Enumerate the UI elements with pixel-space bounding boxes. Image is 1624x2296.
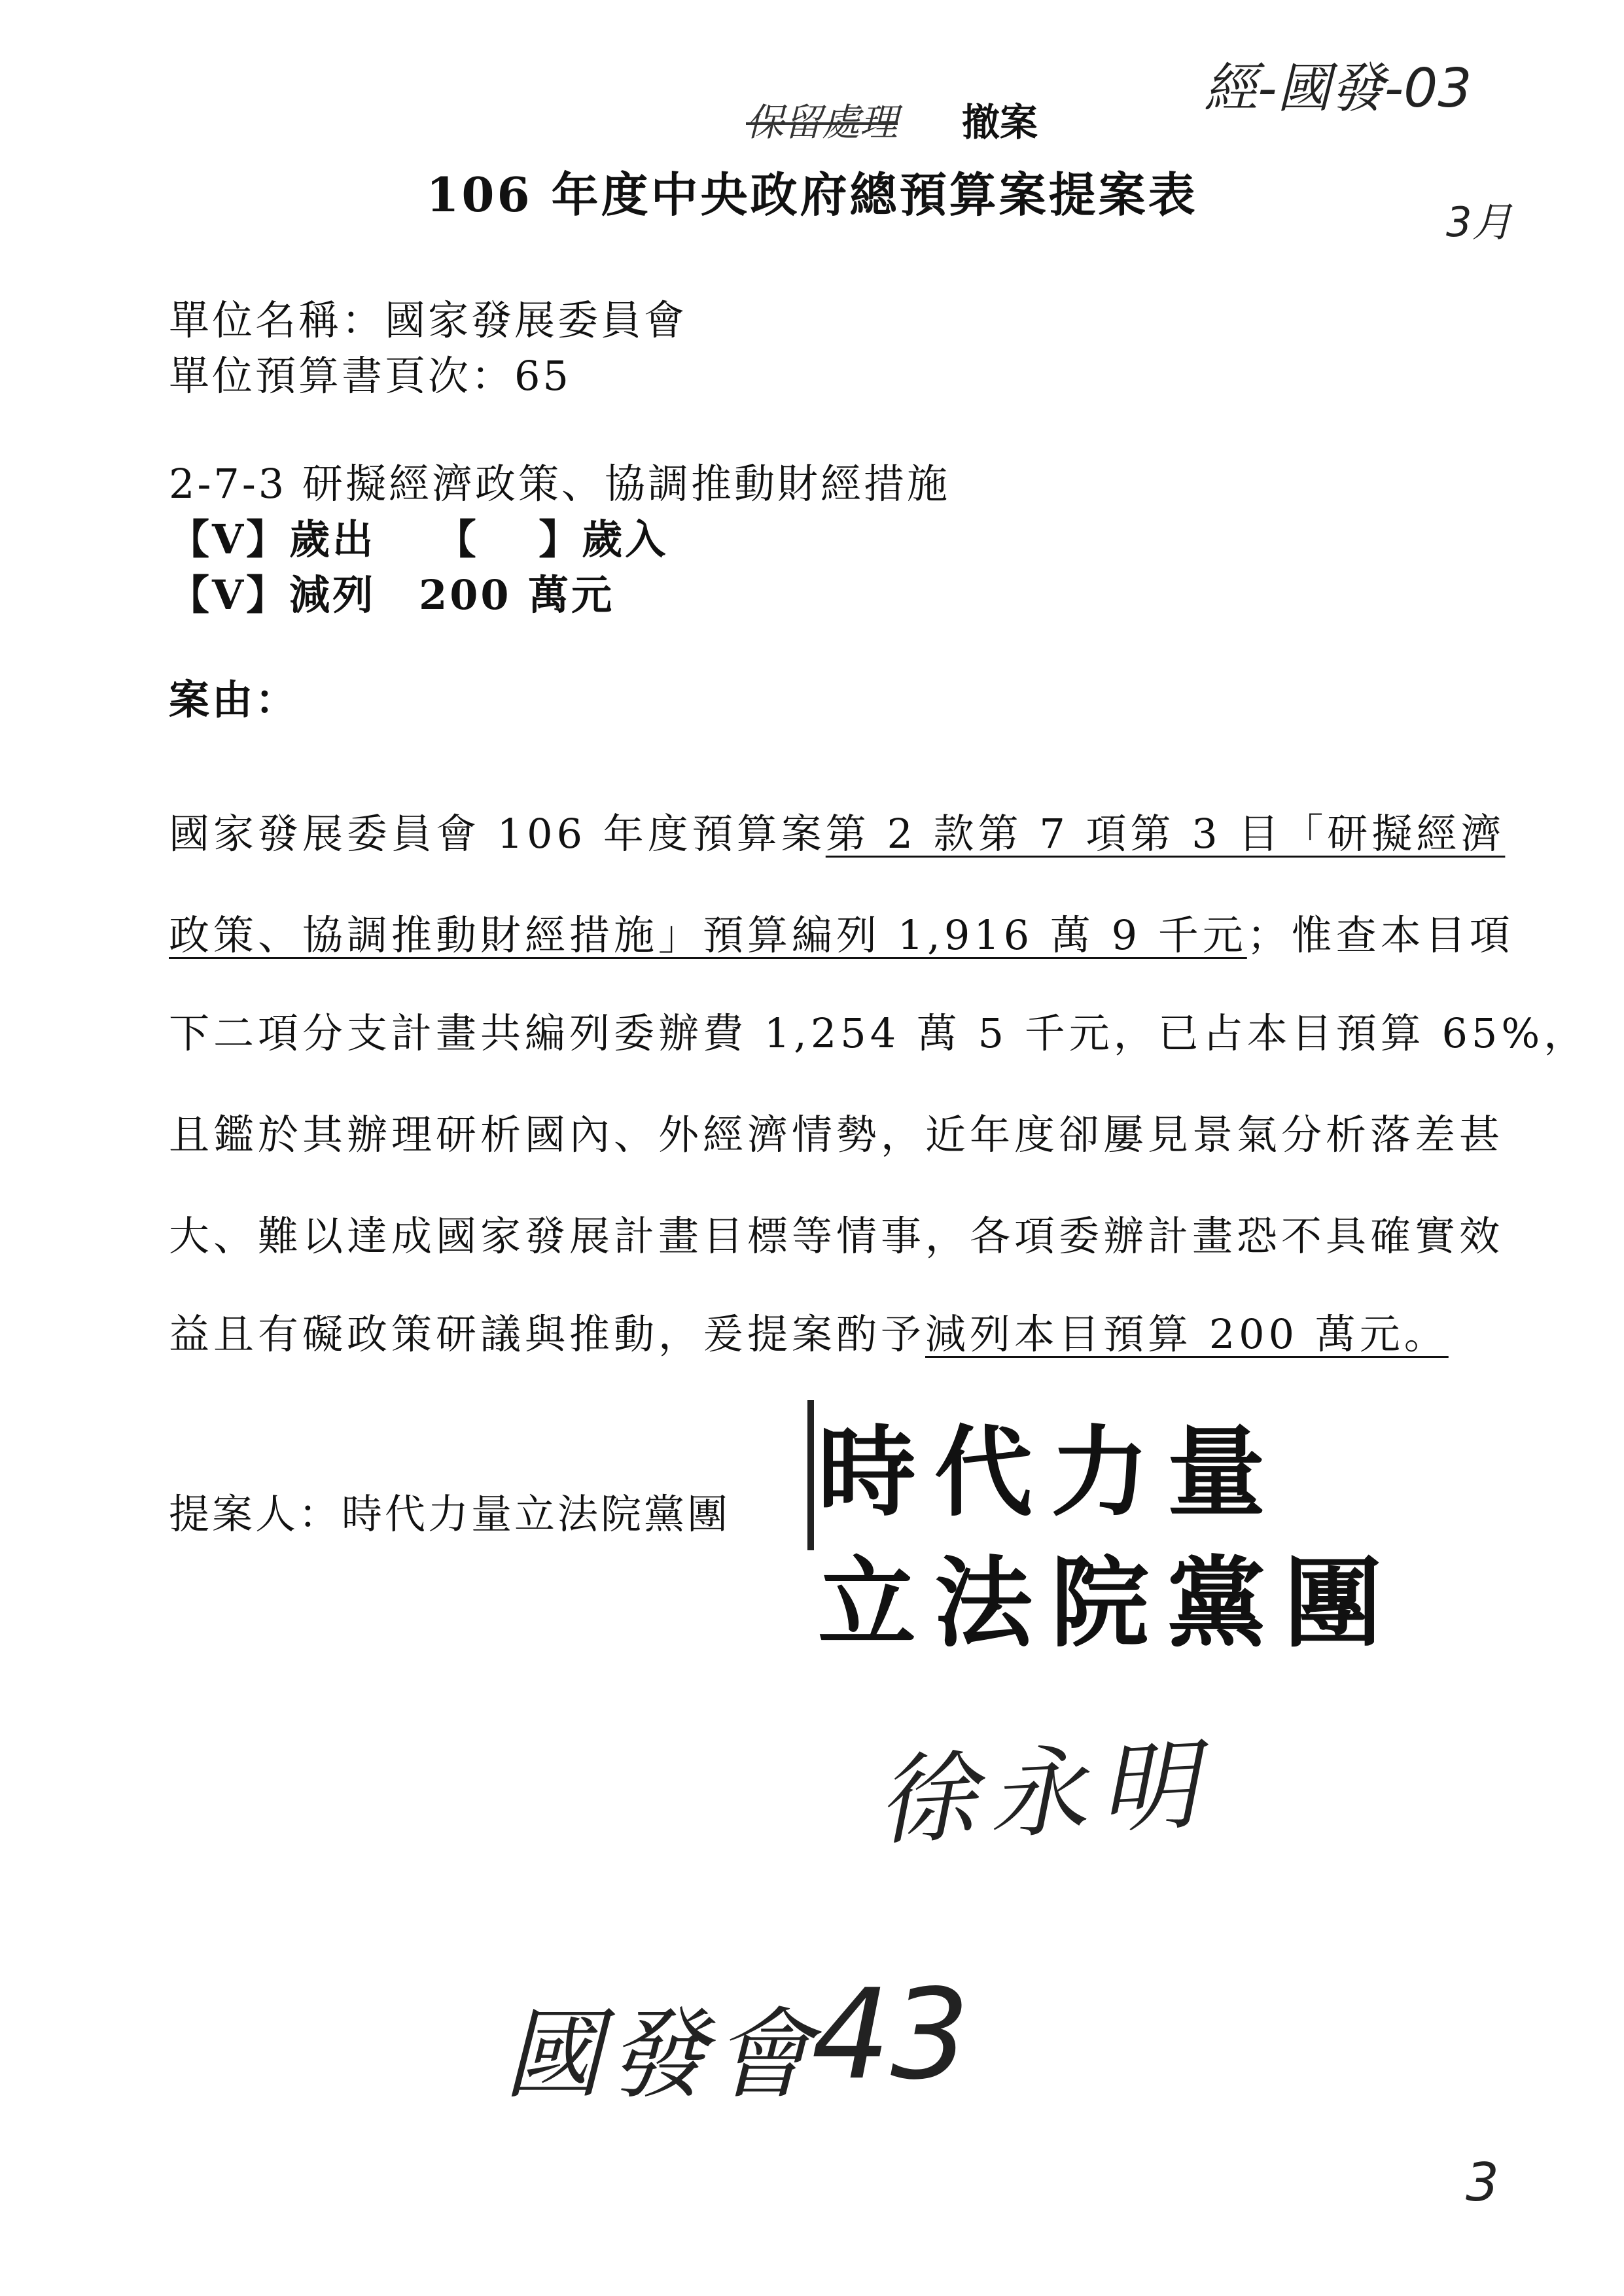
status-text: 撤案 — [962, 100, 1038, 145]
expenditure-selector: 【V】歲出 【 】歲入 — [169, 515, 669, 563]
body-line-2b: ；惟查本目項 — [1246, 911, 1514, 959]
unit-name: 單位名稱：國家發展委員會 — [169, 296, 688, 344]
body-line-6a: 益且有礙政策研議與推動，爰提案酌予 — [169, 1310, 926, 1358]
reason-label: 案由： — [169, 676, 299, 723]
body-line-1 — [169, 801, 1505, 860]
struck-text: 保留處理 — [746, 100, 898, 145]
unit-page: 單位預算書頁次：65 — [169, 352, 571, 400]
item-code: 2-7-3 研擬經濟政策、協調推動財經措施 — [169, 460, 950, 508]
footer-handwritten-label: 國發會 — [504, 1998, 819, 2112]
footer-handwritten-number: 43 — [811, 1962, 970, 2107]
handwritten-month: 3月 — [1446, 198, 1513, 246]
body-line-2 — [169, 903, 1514, 961]
party-stamp — [805, 1393, 1401, 1661]
body-line-6 — [169, 1302, 1449, 1360]
stamp-line-2: 立法院黨團 — [818, 1547, 1401, 1661]
page-number: 3 — [1466, 2152, 1499, 2213]
body-line-6b: 減列本目預算 200 萬元。 — [925, 1310, 1449, 1358]
struck-header-text — [746, 92, 898, 147]
body-line-5: 大、難以達成國家發展計畫目標等情事，各項委辦計畫恐不具確實效 — [169, 1212, 1504, 1260]
signature: 徐永明 — [874, 1728, 1214, 1860]
form-title: 106 年度中央政府總預算案提案表 — [426, 167, 1198, 222]
reduction-amount: 【V】減列 200 萬元 — [169, 571, 615, 619]
body-line-2a: 政策、協調推動財經措施」預算編列 1,916 萬 9 千元 — [169, 911, 1247, 959]
proposer: 提案人：時代力量立法院黨團 — [169, 1490, 731, 1538]
handwritten-ref: 經-國發-03 — [1204, 58, 1472, 120]
stamp-line-1: 時代力量 — [818, 1416, 1284, 1530]
body-line-1b: 第 2 款第 7 項第 3 目「研擬經濟 — [825, 810, 1506, 858]
body-line-1a: 國家發展委員會 106 年度預算案 — [169, 810, 826, 858]
stamp-edge-mark — [805, 1400, 818, 1570]
body-line-4: 且鑑於其辦理研析國內、外經濟情勢，近年度卻屢見景氣分析落差甚 — [169, 1111, 1504, 1158]
body-line-3: 下二項分支計畫共編列委辦費 1,254 萬 5 千元，已占本目預算 65%， — [169, 1009, 1589, 1057]
